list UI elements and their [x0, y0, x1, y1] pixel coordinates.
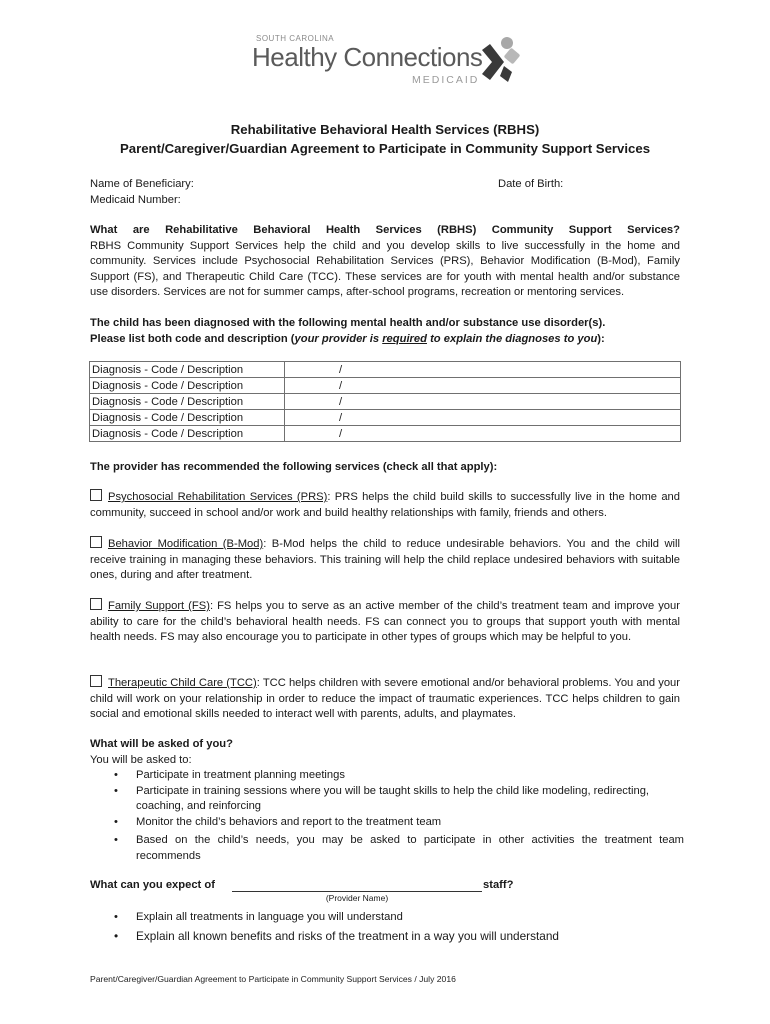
document-title: Rehabilitative Behavioral Health Services (RBHS)	[230, 122, 540, 137]
list-item-text: Explain all known benefits and risks of the treatment in a way you will understand	[136, 928, 559, 943]
diagnosis-label: Diagnosis - Code / Description	[90, 378, 285, 394]
medicaid-label: Medicaid Number:	[90, 194, 181, 206]
table-row	[90, 426, 681, 442]
asked-heading: What will be asked of you?	[90, 738, 233, 750]
table-row	[90, 362, 681, 378]
intro-heading: What are Rehabilitative Behavioral Health Services (RBHS) Community Support Services?	[90, 224, 680, 236]
table-row	[90, 378, 681, 394]
instruction-italic-a: your provider is	[294, 332, 383, 345]
diagnosis-label: Diagnosis - Code / Description	[90, 394, 285, 410]
list-item	[114, 833, 684, 864]
fs-checkbox[interactable]	[90, 598, 102, 610]
asked-list	[114, 768, 684, 865]
service-item-tcc	[90, 675, 680, 723]
logo-state: SOUTH CAROLINA	[256, 34, 335, 43]
table-row	[90, 394, 681, 410]
list-item-text: Explain all treatments in language you will understand	[136, 911, 403, 923]
healthy-connections-logo	[252, 34, 522, 90]
medicaid-row	[90, 193, 680, 209]
table-row	[90, 410, 681, 426]
beneficiary-row	[90, 177, 680, 193]
bullet-icon: •	[114, 769, 118, 781]
bmod-checkbox[interactable]	[90, 536, 102, 548]
service-name: Therapeutic Child Care (TCC)	[108, 677, 257, 689]
instruction-suffix: ):	[597, 332, 605, 345]
document-subtitle: Parent/Caregiver/Guardian Agreement to Participate in Community Support Services	[119, 141, 651, 156]
logo-name: Healthy Connections	[252, 42, 483, 72]
service-item-bmod	[90, 536, 680, 584]
service-desc: : TCC helps children with severe emotional and/or behavioral problems. You and your child will work on your relationship in order to reduce the impact of traumatic experiences. TCC helps children to gain social and emotional skills needed to interact well with parents, adults, and playmates.	[90, 677, 681, 721]
prs-checkbox[interactable]	[90, 489, 102, 501]
diagnosis-input[interactable]: /	[285, 394, 681, 410]
list-item-text: Participate in training sessions where you will be taught skills to help the child like modeling, redirecting, coaching, and reinforcing	[136, 784, 650, 813]
list-item-text: Participate in treatment planning meetings	[136, 769, 345, 781]
expect-heading-prefix: What can you expect of	[90, 879, 215, 891]
services-heading: The provider has recommended the following services (check all that apply):	[90, 461, 498, 473]
diagnosis-input[interactable]: /	[285, 362, 681, 378]
bullet-icon: •	[114, 815, 118, 828]
page-footer: Parent/Caregiver/Guardian Agreement to Participate in Community Support Services / July 2016	[90, 974, 456, 984]
provider-name-caption: (Provider Name)	[325, 893, 389, 903]
list-item	[114, 910, 684, 926]
dob-label: Date of Birth:	[498, 178, 564, 190]
service-desc: : B-Mod helps the child to reduce undesirable behaviors. You and the child will receive training in managing these behaviors. This training will help the child replace undesired behaviors with suitable ones, during and after treatment.	[90, 538, 680, 582]
dob-row	[498, 177, 563, 193]
beneficiary-label: Name of Beneficiary:	[90, 178, 194, 190]
instruction-italic-b: to explain the diagnoses to you	[426, 332, 598, 345]
diagnosis-table	[89, 361, 681, 442]
asked-intro: You will be asked to:	[90, 753, 192, 766]
expect-heading-suffix: staff?	[483, 879, 514, 891]
service-desc: : FS helps you to serve as an active member of the child’s treatment team and improve your ability to care for the child’s behavioral health needs. FS can connect you to groups that support youth with mental health needs. FS may also encourage you to participate in other types of groups which may be helpful to you.	[90, 600, 680, 644]
service-item-fs	[90, 598, 680, 646]
list-item-text: Based on the child’s needs, you may be asked to participate in other activities the treatment team recommends	[136, 834, 684, 862]
instruction-required: required	[382, 332, 427, 345]
diagnosis-label: Diagnosis - Code / Description	[90, 362, 285, 378]
list-item	[114, 784, 684, 815]
diagnosis-input[interactable]: /	[285, 410, 681, 426]
bullet-icon: •	[114, 911, 118, 923]
bullet-icon: •	[114, 784, 118, 797]
list-item	[114, 815, 684, 831]
provider-name-field[interactable]	[232, 891, 482, 892]
diagnosis-input[interactable]: /	[285, 378, 681, 394]
diagnosis-instruction	[90, 332, 680, 348]
service-name: Psychosocial Rehabilitation Services (PRS)	[108, 491, 328, 503]
service-name: Family Support (FS)	[108, 600, 210, 612]
list-item	[114, 768, 684, 784]
bullet-icon: •	[114, 834, 118, 847]
intro-body: RBHS Community Support Services help the child and you develop skills to live successfully in the home and community. Services include Psychosocial Rehabilitation Services (PRS), Behavior Modification (B-Mod), Family Support (FS), and Therapeutic Child Care (TCC). These services are for youth with mental health and/or substance use disorders. Services are not for summer camps, after-school programs, recreation or mentoring services.	[90, 239, 680, 299]
diagnosis-label: Diagnosis - Code / Description	[90, 410, 285, 426]
service-name: Behavior Modification (B-Mod)	[108, 538, 264, 550]
service-desc: : PRS helps the child build skills to successfully live in the home and community, succeed in school and/or work and build healthy relationships with family, friends and others.	[90, 491, 680, 519]
diagnosis-statement: The child has been diagnosed with the following mental health and/or substance use disorder(s).	[90, 317, 606, 329]
diagnosis-label: Diagnosis - Code / Description	[90, 426, 285, 442]
list-item-text: Monitor the child’s behaviors and report to the treatment team	[136, 815, 442, 828]
logo-mark-icon	[480, 36, 520, 88]
logo-program: MEDICAID	[412, 74, 480, 86]
instruction-prefix: Please list both code and description (	[90, 332, 295, 345]
diagnosis-input[interactable]: /	[285, 426, 681, 442]
bullet-icon: •	[114, 928, 119, 943]
list-item	[114, 929, 684, 945]
expect-list	[114, 910, 684, 944]
service-item-prs	[90, 489, 680, 521]
tcc-checkbox[interactable]	[90, 675, 102, 687]
